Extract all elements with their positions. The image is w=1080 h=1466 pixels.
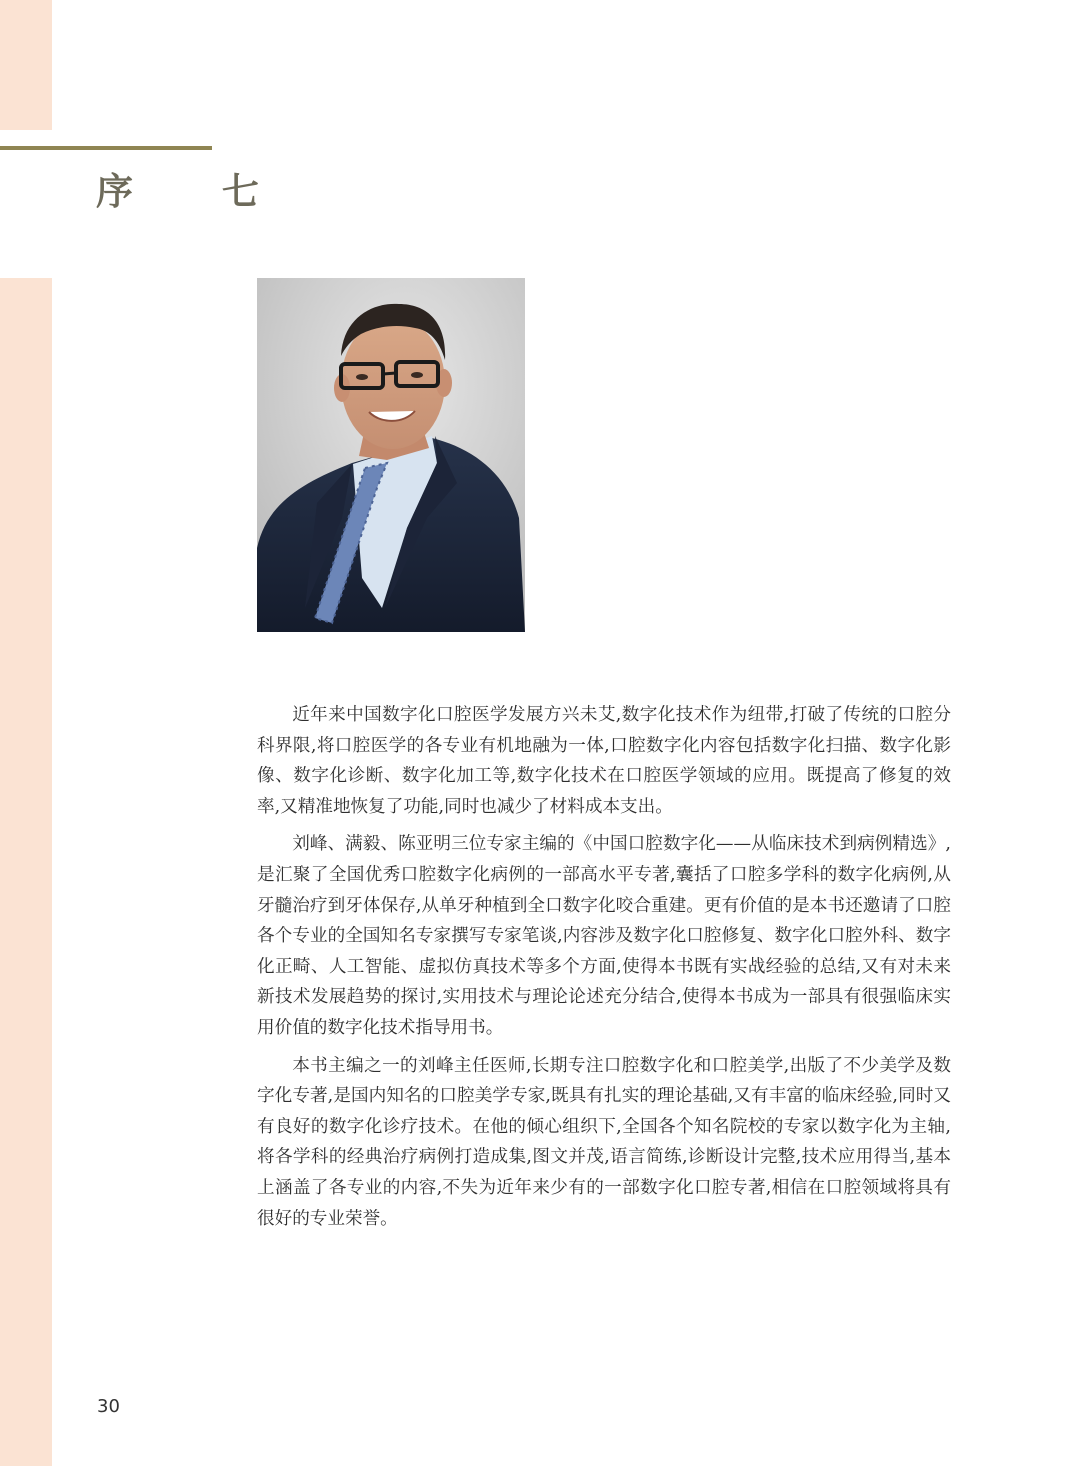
chapter-title: 序 七 — [96, 170, 297, 213]
preface-body — [257, 700, 951, 1241]
body-paragraph-3: 本书主编之一的刘峰主任医师,长期专注口腔数字化和口腔美学,出版了不少美学及数字化专著,是国内知名的口腔美学专家,既具有扎实的理论基础,又有丰富的临床经验,同时又有良好的数字化诊疗技术。在他的倾心组织下,全国各个知名院校的专家以数字化为主轴,将各学科的经典治疗病例打造成集,图文并茂,语言简练,诊断设计完整,技术应用得当,基本上涵盖了各专业的内容,不失为近年来少有的一部数字化口腔专著,相信在口腔领域将具有很好的专业荣誉。 — [257, 1055, 951, 1229]
portrait-photo — [257, 278, 525, 632]
page-number: 30 — [97, 1396, 120, 1417]
body-paragraph-2: 刘峰、满毅、陈亚明三位专家主编的《中国口腔数字化——从临床技术到病例精选》,是汇聚了全国优秀口腔数字化病例的一部高水平专著,囊括了口腔多学科的数字化病例,从牙髓治疗到牙体保存,从单牙种植到全口数字化咬合重建。更有价值的是本书还邀请了口腔各个专业的全国知名专家撰写专家笔谈,内容涉及数字化口腔修复、数字化口腔外科、数字化正畸、人工智能、虚拟仿真技术等多个方面,使得本书既有实战经验的总结,又有对未来新技术发展趋势的探讨,实用技术与理论论述充分结合,使得本书成为一部具有很强临床实用价值的数字化技术指导用书。 — [257, 834, 951, 1038]
side-band-top — [0, 0, 52, 130]
body-paragraph-1: 近年来中国数字化口腔医学发展方兴未艾,数字化技术作为纽带,打破了传统的口腔分科界限,将口腔医学的各专业有机地融为一体,口腔数字化内容包括数字化扫描、数字化影像、数字化诊断、数字化加工等,数字化技术在口腔医学领域的应用。既提高了修复的效率,又精准地恢复了功能,同时也减少了材料成本支出。 — [257, 705, 951, 817]
title-rule — [0, 146, 212, 150]
side-band-bottom — [0, 278, 52, 1466]
